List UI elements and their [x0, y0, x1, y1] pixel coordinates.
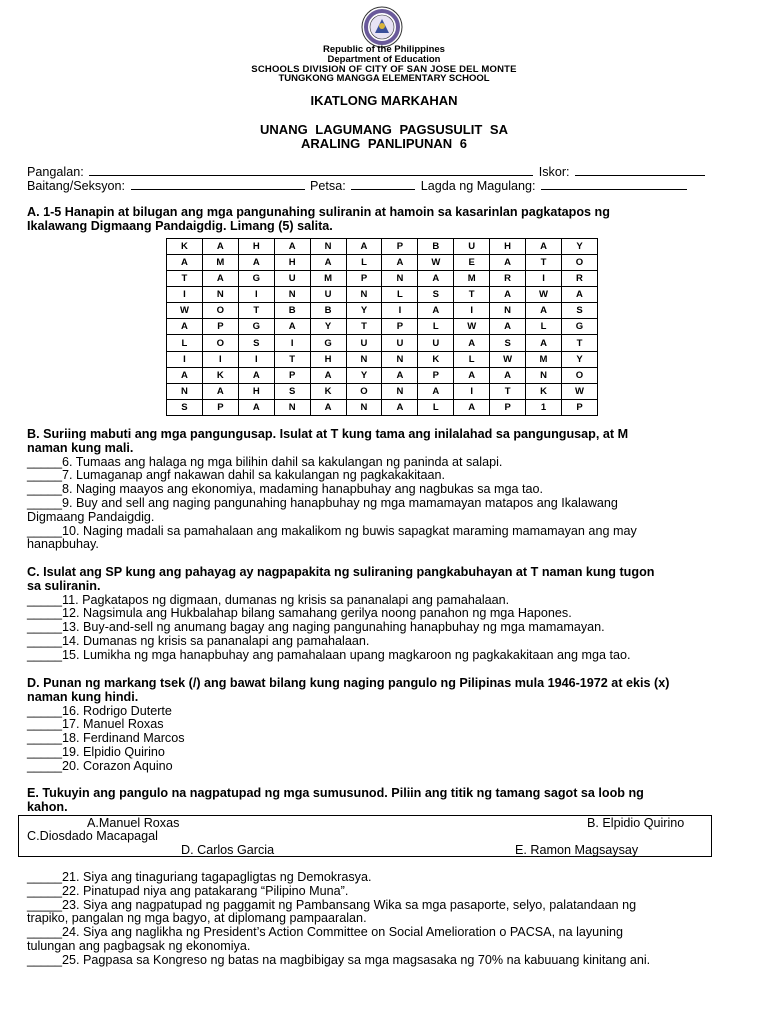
section-c-line1: C. Isulat ang SP kung ang pahayag ay nagpapakita ng suliraning pangkabuhayan at T naman kung tugon — [27, 565, 655, 579]
question-22: _____22. Pinatupad niya ang patakarang “Pilipino Muna”. — [27, 883, 349, 898]
section-e-line2: kahon. — [27, 799, 68, 814]
grid-cell[interactable]: Y — [310, 319, 346, 335]
deped-seal-icon — [356, 6, 408, 48]
section-e-instruction — [27, 787, 739, 815]
grid-cell[interactable]: U — [418, 335, 454, 351]
grid-cell[interactable]: A — [418, 271, 454, 287]
grid-cell[interactable]: A — [202, 271, 238, 287]
petsa-label: Petsa: — [310, 179, 346, 193]
grid-cell[interactable]: G — [238, 319, 274, 335]
grid-cell[interactable]: A — [274, 239, 310, 255]
question-11: _____11. Pagkatapos ng digmaan, dumanas ng krisis sa pananalapi ang pamahalaan. — [27, 592, 510, 607]
grid-cell[interactable]: H — [238, 239, 274, 255]
grid-cell[interactable]: W — [526, 287, 562, 303]
grid-cell[interactable]: I — [454, 303, 490, 319]
section-a-line2: Ikalawang Digmaang Pandaigdig. Limang (5) salita. — [27, 218, 333, 233]
grid-row — [167, 351, 598, 367]
grid-cell[interactable]: N — [346, 287, 382, 303]
grid-cell[interactable]: T — [167, 271, 203, 287]
section-d — [27, 677, 739, 774]
grid-cell[interactable]: U — [346, 335, 382, 351]
question-6: _____6. Tumaas ang halaga ng mga bilihin dahil sa kakulangan ng paninda at salapi. — [27, 454, 503, 469]
grid-cell[interactable]: A — [561, 287, 597, 303]
grid-cell[interactable]: I — [274, 335, 310, 351]
grid-cell[interactable]: A — [310, 255, 346, 271]
grid-cell[interactable]: N — [382, 351, 418, 367]
grid-cell[interactable]: O — [561, 255, 597, 271]
grid-cell[interactable]: A — [202, 239, 238, 255]
grid-cell[interactable]: O — [561, 367, 597, 383]
grid-cell[interactable]: G — [310, 335, 346, 351]
grid-cell[interactable]: U — [310, 287, 346, 303]
grid-cell[interactable]: A — [490, 255, 526, 271]
question-10-cont: hanapbuhay. — [27, 537, 99, 552]
grade-date-sign-row — [27, 179, 689, 193]
question-17: _____17. Manuel Roxas — [27, 717, 164, 732]
grid-cell[interactable]: W — [561, 383, 597, 399]
grid-cell[interactable]: 1 — [526, 399, 562, 415]
section-b-line2: naman kung mali. — [27, 440, 134, 455]
section-d-line1: D. Punan ng markang tsek (/) ang bawat bilang kung naging pangulo ng Pilipinas mula 1946-1972 at ekis (x) — [27, 676, 670, 690]
grid-cell[interactable]: A — [454, 335, 490, 351]
grid-cell[interactable]: A — [346, 239, 382, 255]
grid-cell[interactable]: N — [310, 239, 346, 255]
grid-cell[interactable]: H — [310, 351, 346, 367]
grid-cell[interactable]: M — [202, 255, 238, 271]
grid-cell[interactable]: P — [561, 399, 597, 415]
grid-cell[interactable]: A — [418, 383, 454, 399]
grid-row — [167, 303, 598, 319]
grid-cell[interactable]: B — [418, 239, 454, 255]
grid-cell[interactable]: P — [274, 367, 310, 383]
grid-row — [167, 383, 598, 399]
grid-cell[interactable]: A — [167, 367, 203, 383]
grid-cell[interactable]: S — [561, 303, 597, 319]
question-20: _____20. Corazon Aquino — [27, 758, 173, 773]
grid-cell[interactable]: L — [382, 287, 418, 303]
header-school: TUNGKONG MANGGA ELEMENTARY SCHOOL — [278, 73, 490, 84]
name-score-row — [27, 165, 707, 179]
exam-title-line1: UNANG LAGUMANG PAGSUSULIT SA — [260, 122, 508, 137]
word-search-grid — [166, 238, 598, 416]
grid-cell[interactable]: A — [454, 399, 490, 415]
grid-cell[interactable]: U — [274, 271, 310, 287]
baitang-blank[interactable] — [131, 179, 305, 190]
section-d-line2: naman kung hindi. — [27, 689, 139, 704]
grid-row — [167, 399, 598, 415]
question-7: _____7. Lumaganap angf nakawan dahil sa kakulangan ng pagkakakitaan. — [27, 468, 446, 483]
grid-cell[interactable]: W — [418, 255, 454, 271]
grid-cell[interactable]: A — [274, 319, 310, 335]
grid-cell[interactable]: S — [274, 383, 310, 399]
quarter-title: IKATLONG MARKAHAN — [310, 93, 458, 108]
grid-cell[interactable]: T — [526, 255, 562, 271]
grid-cell[interactable]: N — [382, 383, 418, 399]
grid-cell[interactable]: G — [238, 271, 274, 287]
grid-cell[interactable]: I — [382, 303, 418, 319]
grid-cell[interactable]: S — [490, 335, 526, 351]
grid-cell[interactable]: N — [490, 303, 526, 319]
grid-cell[interactable]: H — [274, 255, 310, 271]
grid-cell[interactable]: S — [167, 399, 203, 415]
grid-cell[interactable]: A — [526, 303, 562, 319]
grid-cell[interactable]: N — [346, 351, 382, 367]
grid-cell[interactable]: H — [490, 239, 526, 255]
grid-cell[interactable]: I — [454, 383, 490, 399]
grid-row — [167, 367, 598, 383]
question-21: _____21. Siya ang tinaguriang tagapagligtas ng Demokrasya. — [27, 870, 372, 884]
grid-cell[interactable]: S — [418, 287, 454, 303]
grid-cell[interactable]: W — [167, 303, 203, 319]
grid-cell[interactable]: T — [490, 383, 526, 399]
grid-cell[interactable]: R — [490, 271, 526, 287]
pangalan-label: Pangalan: — [27, 165, 84, 179]
petsa-blank[interactable] — [351, 179, 415, 190]
section-b — [27, 428, 739, 552]
grid-cell[interactable]: A — [382, 255, 418, 271]
grid-cell[interactable]: N — [274, 287, 310, 303]
grid-row — [167, 239, 598, 255]
choice-e: E. Ramon Magsaysay — [515, 843, 639, 857]
grid-row — [167, 255, 598, 271]
question-14: _____14. Dumanas ng krisis sa pananalapi ang pamahalaan. — [27, 633, 370, 648]
grid-cell[interactable]: A — [310, 367, 346, 383]
grid-cell[interactable]: L — [418, 399, 454, 415]
grid-cell[interactable]: A — [490, 287, 526, 303]
grid-row — [167, 319, 598, 335]
section-a-line1: A. 1-5 Hanapin at bilugan ang mga pangunahing suliranin at hamoin sa kasarinlan pagkatapos ng — [27, 205, 610, 219]
grid-cell[interactable]: A — [238, 367, 274, 383]
grid-cell[interactable]: P — [490, 399, 526, 415]
grid-cell[interactable]: Y — [346, 367, 382, 383]
header-department: Department of Education — [327, 54, 441, 65]
grid-cell[interactable]: W — [454, 319, 490, 335]
grid-cell[interactable]: I — [167, 351, 203, 367]
iskor-label: Iskor: — [538, 165, 570, 179]
grid-cell[interactable]: Y — [561, 351, 597, 367]
grid-cell[interactable]: H — [238, 383, 274, 399]
grid-cell[interactable]: Y — [561, 239, 597, 255]
baitang-label: Baitang/Seksyon: — [27, 179, 126, 193]
question-18: _____18. Ferdinand Marcos — [27, 731, 185, 746]
grid-cell[interactable]: M — [454, 271, 490, 287]
question-24: _____24. Siya ang naglikha ng President’s Action Committee on Social Amelioration o PACSA, na layuning — [27, 925, 624, 940]
grid-cell[interactable]: A — [202, 383, 238, 399]
question-24-cont: tulungan ang pagbagsak ng ekonomiya. — [27, 938, 251, 953]
grid-cell[interactable]: K — [202, 367, 238, 383]
grid-cell[interactable]: M — [526, 351, 562, 367]
grid-cell[interactable]: P — [202, 319, 238, 335]
exam-title-line2: ARALING PANLIPUNAN 6 — [301, 136, 467, 151]
question-9: _____9. Buy and sell ang naging pangunahing hanapbuhay ng mga mamamayan matapos ang Ikalawang — [27, 495, 618, 510]
grid-cell[interactable]: A — [238, 255, 274, 271]
question-16: _____16. Rodrigo Duterte — [27, 703, 172, 718]
grid-cell[interactable]: A — [418, 303, 454, 319]
grid-cell[interactable]: L — [418, 319, 454, 335]
grid-cell[interactable]: B — [274, 303, 310, 319]
grid-cell[interactable]: N — [526, 367, 562, 383]
grid-row — [167, 271, 598, 287]
section-c-line2: sa suliranin. — [27, 578, 101, 593]
question-23: _____23. Siya ang nagpatupad ng paggamit ng Pambansang Wika sa mga pasaporte, selyo, palatandaan ng — [27, 897, 637, 912]
grid-cell[interactable]: A — [526, 335, 562, 351]
pangalan-blank[interactable] — [89, 165, 533, 176]
grid-cell[interactable]: W — [490, 351, 526, 367]
grid-cell[interactable]: N — [167, 383, 203, 399]
grid-cell[interactable]: P — [382, 319, 418, 335]
grid-cell[interactable]: T — [561, 335, 597, 351]
choice-c: C.Diosdado Macapagal — [27, 829, 158, 843]
choice-a: A.Manuel Roxas — [87, 816, 180, 830]
grid-cell[interactable]: A — [490, 367, 526, 383]
lagda-label: Lagda ng Magulang: — [420, 179, 536, 193]
grid-cell[interactable]: I — [202, 351, 238, 367]
grid-row — [167, 287, 598, 303]
grid-cell[interactable]: L — [454, 351, 490, 367]
grid-cell[interactable]: P — [382, 239, 418, 255]
grid-cell[interactable]: U — [454, 239, 490, 255]
question-12: _____12. Nagsimula ang Hukbalahap bilang samahang gerilya noong panahon ng mga Hapones. — [27, 606, 572, 621]
lagda-blank[interactable] — [541, 179, 687, 190]
grid-cell[interactable]: T — [238, 303, 274, 319]
header-division: SCHOOLS DIVISION OF CITY OF SAN JOSE DEL MONTE — [251, 64, 517, 75]
section-e-questions — [27, 871, 739, 968]
question-15: _____15. Lumikha ng mga hanapbuhay ang pamahalaan upang magkaroon ng pagkakakitaan ang mga tao. — [27, 647, 631, 662]
grid-cell[interactable]: A — [167, 319, 203, 335]
grid-cell[interactable]: G — [561, 319, 597, 335]
grid-cell[interactable]: A — [238, 399, 274, 415]
grid-cell[interactable]: P — [418, 367, 454, 383]
section-b-line1: B. Suriing mabuti ang mga pangungusap. Isulat at T kung tama ang inilalahad sa pangungusap, at M — [27, 427, 629, 441]
question-8: _____8. Naging maayos ang ekonomiya, madaming hanapbuhay ang nagbukas sa mga tao. — [27, 482, 543, 497]
iskor-blank[interactable] — [575, 165, 705, 176]
grid-cell[interactable]: S — [238, 335, 274, 351]
grid-cell[interactable]: M — [310, 271, 346, 287]
grid-cell[interactable]: O — [346, 383, 382, 399]
grid-cell[interactable]: N — [346, 399, 382, 415]
grid-cell[interactable]: O — [202, 303, 238, 319]
grid-cell[interactable]: R — [561, 271, 597, 287]
question-23-cont: trapiko, pangalan ng mga bagyo, at diplomang pampaaralan. — [27, 911, 367, 926]
grid-cell[interactable]: P — [346, 271, 382, 287]
grid-cell[interactable]: N — [382, 271, 418, 287]
grid-cell[interactable]: B — [310, 303, 346, 319]
grid-cell[interactable]: A — [526, 239, 562, 255]
grid-cell[interactable]: A — [310, 399, 346, 415]
grid-cell[interactable]: K — [167, 239, 203, 255]
section-c — [27, 566, 739, 663]
grid-cell[interactable]: O — [202, 335, 238, 351]
question-19: _____19. Elpidio Quirino — [27, 744, 165, 759]
grid-cell[interactable]: A — [167, 255, 203, 271]
section-a-instruction — [27, 206, 739, 234]
grid-cell[interactable]: P — [202, 399, 238, 415]
grid-cell[interactable]: A — [382, 399, 418, 415]
grid-cell[interactable]: U — [382, 335, 418, 351]
question-9-cont: Digmaang Pandaigdig. — [27, 509, 155, 524]
grid-cell[interactable]: K — [310, 383, 346, 399]
question-25: _____25. Pagpasa sa Kongreso ng batas na magbibigay sa mga magsasaka ng 70% na kabuuang kinitang ani. — [27, 952, 651, 967]
grid-cell[interactable]: I — [167, 287, 203, 303]
choice-b: B. Elpidio Quirino — [587, 816, 685, 830]
grid-cell[interactable]: T — [346, 319, 382, 335]
question-13: _____13. Buy-and-sell ng anumang bagay ang naging pangunahing hanapbuhay ng mga mamamayan. — [27, 620, 605, 635]
grid-row — [167, 335, 598, 351]
grid-cell[interactable]: K — [418, 351, 454, 367]
grid-cell[interactable]: N — [274, 399, 310, 415]
grid-cell[interactable]: E — [454, 255, 490, 271]
grid-cell[interactable]: L — [526, 319, 562, 335]
choice-d: D. Carlos Garcia — [181, 843, 275, 857]
header-republic: Republic of the Philippines — [323, 44, 445, 55]
choices-box — [18, 815, 712, 857]
grid-cell[interactable]: I — [238, 287, 274, 303]
grid-cell[interactable]: L — [346, 255, 382, 271]
grid-cell[interactable]: A — [490, 319, 526, 335]
grid-cell[interactable]: Y — [346, 303, 382, 319]
question-10: _____10. Naging madali sa pamahalaan ang makalikom ng buwis sapagkat maraming mamamayan ang may — [27, 523, 637, 538]
grid-cell[interactable]: T — [274, 351, 310, 367]
section-e-line1: E. Tukuyin ang pangulo na nagpatupad ng mga sumusunod. Piliin ang titik ng tamang sagot sa loob ng — [27, 786, 644, 800]
grid-cell[interactable]: A — [382, 367, 418, 383]
grid-cell[interactable]: A — [454, 367, 490, 383]
grid-cell[interactable]: I — [526, 271, 562, 287]
grid-cell[interactable]: L — [167, 335, 203, 351]
grid-cell[interactable]: N — [202, 287, 238, 303]
grid-cell[interactable]: K — [526, 383, 562, 399]
grid-cell[interactable]: I — [238, 351, 274, 367]
grid-cell[interactable]: T — [454, 287, 490, 303]
